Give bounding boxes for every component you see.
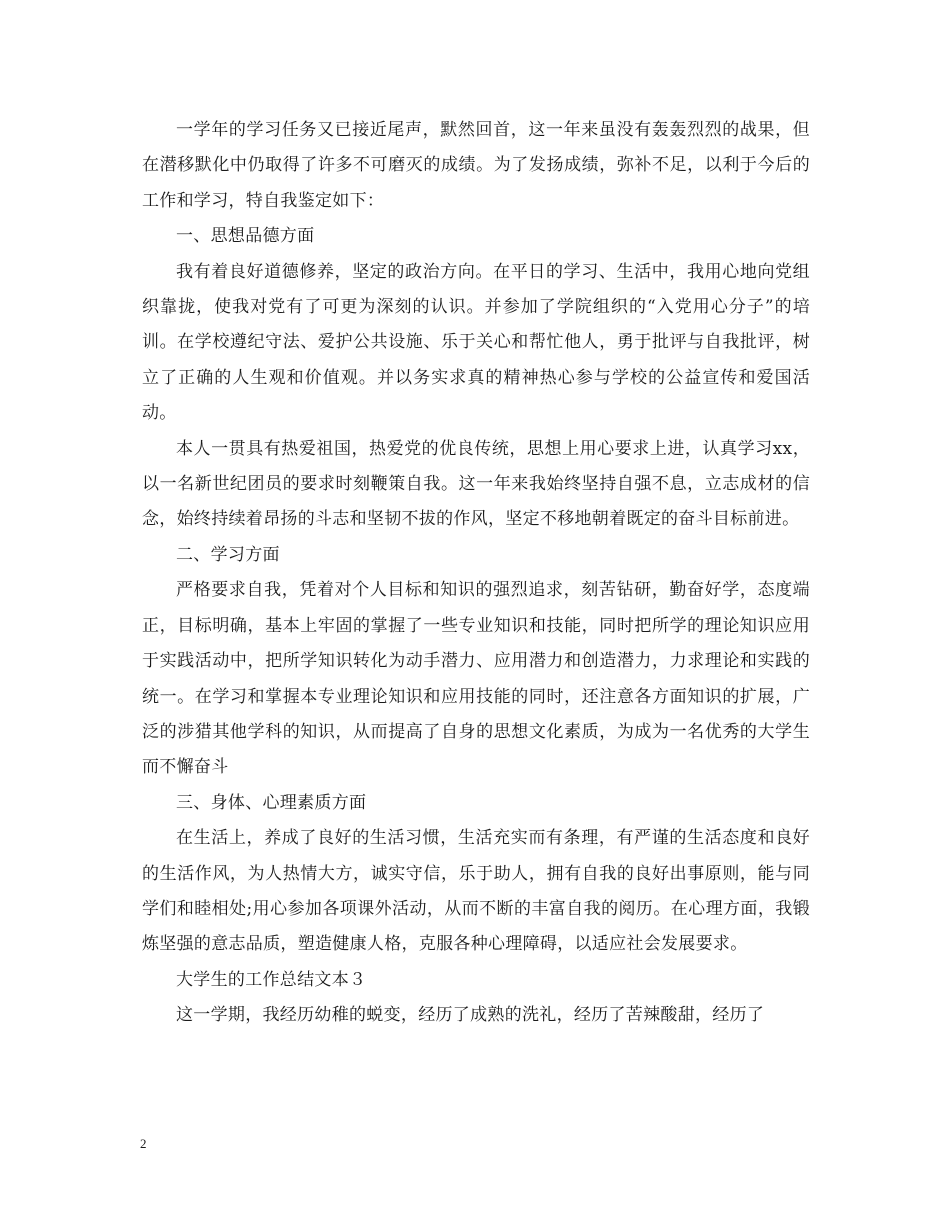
moral-paragraph-2: 本人一贯具有热爱祖国，热爱党的优良传统，思想上用心要求上进，认真学习xx，以一名新世纪团员的要求时刻鞭策自我。这一年来我始终坚持自强不息，立志成材的信念，始终持续着昂扬的斗志和坚韧不拔的作风，坚定不移地朝着既定的奋斗目标前进。 — [142, 438, 810, 530]
moral-paragraph-1: 我有着良好道德修养，坚定的政治方向。在平日的学习、生活中，我用心地向党组织靠拢，使我对党有了可更为深刻的认识。并参加了学院组织的“入党用心分子”的培训。在学校遵纪守法、爱护公共设施、乐于关心和帮忙他人，勇于批评与自我批评，树立了正确的人生观和价值观。并以务实求真的精神热心参与学校的公益宣传和爱国活动。 — [142, 261, 810, 424]
document-body — [142, 113, 810, 1034]
section-heading-moral: 一、思想品德方面 — [176, 226, 315, 247]
summary-paragraph: 这一学期，我经历幼稚的蜕变，经历了成熟的洗礼，经历了苦辣酸甜，经历了 — [176, 1005, 765, 1026]
section-heading-summary-3: 大学生的工作总结文本３ — [176, 969, 367, 990]
page-number: 2 — [140, 1136, 147, 1151]
health-paragraph: 在生活上，养成了良好的生活习惯，生活充实而有条理，有严谨的生活态度和良好的生活作风，为人热情大方，诚实守信，乐于助人，拥有自我的良好出事原则，能与同学们和睦相处;用心参加各项课外活动，从而不断的丰富自我的阅历。在心理方面，我锻炼坚强的意志品质，塑造健康人格，克服各种心理障碍，以适应社会发展要求。 — [142, 828, 810, 955]
section-heading-health: 三、身体、心理素质方面 — [176, 792, 367, 813]
section-heading-study: 二、学习方面 — [176, 544, 280, 565]
study-paragraph: 严格要求自我，凭着对个人目标和知识的强烈追求，刻苦钻研，勤奋好学，态度端正，目标明确，基本上牢固的掌握了一些专业知识和技能，同时把所学的理论知识应用于实践活动中，把所学知识转化为动手潜力、应用潜力和创造潜力，力求理论和实践的统一。在学习和掌握本专业理论知识和应用技能的同时，还注意各方面知识的扩展，广泛的涉猎其他学科的知识，从而提高了自身的思想文化素质，为成为一名优秀的大学生而不懈奋斗 — [142, 580, 810, 778]
intro-paragraph: 一学年的学习任务又已接近尾声，默然回首，这一年来虽没有轰轰烈烈的战果，但在潜移默化中仍取得了许多不可磨灭的成绩。为了发扬成绩，弥补不足，以利于今后的工作和学习，特自我鉴定如下： — [142, 120, 810, 211]
